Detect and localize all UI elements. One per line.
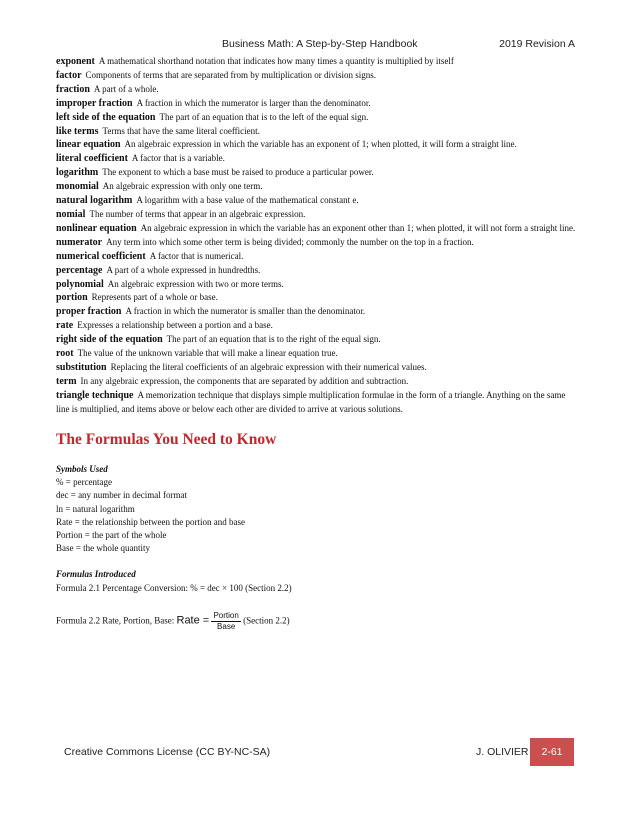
glossary-definition: The part of an equation that is to the left of the equal sign.: [159, 111, 369, 122]
page-number-badge: 2-61: [530, 738, 574, 766]
glossary-term: nomial: [56, 208, 86, 220]
fraction-denominator: Base: [217, 621, 236, 631]
glossary-entry: [56, 55, 576, 69]
glossary-entry: [56, 305, 576, 319]
formulas-heading: Formulas Introduced: [56, 569, 136, 580]
symbol-definition: dec = any number in decimal format: [56, 490, 188, 501]
formula-2-2-label: Formula 2.2 Rate, Portion, Base:: [56, 615, 175, 626]
formula-2-2-lhs: Rate =: [176, 614, 210, 627]
glossary-term: exponent: [56, 56, 95, 67]
glossary-term: rate: [56, 320, 74, 332]
glossary-term: monomial: [56, 181, 99, 193]
glossary-definition: A mathematical shorthand notation that indicates how many times a quantity is multiplied by itself: [98, 56, 454, 66]
symbol-definition: Rate = the relationship between the portion and base: [56, 516, 246, 527]
glossary-definition: An algebraic expression in which the variable has an exponent of 1; when plotted, it will form a straight line.: [124, 139, 517, 150]
license-text: Creative Commons License (CC BY-NC-SA): [64, 746, 271, 758]
glossary-term: right side of the equation: [56, 334, 163, 346]
glossary-term: numerical coefficient: [56, 250, 146, 262]
glossary-entry: [56, 125, 576, 139]
glossary-term: polynomial: [56, 278, 104, 290]
glossary-definition: A fraction in which the numerator is smaller than the denominator.: [125, 306, 366, 317]
glossary-term: percentage: [56, 264, 103, 276]
section-heading: The Formulas You Need to Know: [56, 431, 277, 448]
glossary-definition: Components of terms that are separated from by multiplication or division signs.: [85, 69, 376, 80]
glossary-term: term: [56, 375, 77, 387]
glossary-term: left side of the equation: [56, 111, 156, 123]
glossary-entry: [56, 166, 576, 180]
glossary-entry: [56, 222, 576, 236]
glossary-entry: [56, 236, 576, 250]
fraction: [211, 611, 240, 632]
glossary-definition: Replacing the literal coefficients of an algebraic expression with their numerical values.: [110, 361, 427, 372]
glossary-term: factor: [56, 69, 82, 81]
glossary-entry: [56, 97, 576, 111]
glossary-term: substitution: [56, 361, 107, 373]
glossary-entry: [56, 375, 576, 389]
glossary-entry: [56, 180, 576, 194]
glossary-term: like terms: [56, 125, 99, 137]
glossary-definition: Expresses a relationship between a portion and a base.: [77, 320, 273, 331]
glossary-definition: The exponent to which a base must be raised to produce a particular power.: [102, 167, 374, 178]
glossary-definition: In any algebraic expression, the components that are separated by addition and subtraction.: [80, 375, 409, 386]
glossary-definition: The value of the unknown variable that will make a linear equation true.: [77, 348, 338, 359]
glossary-definition: Terms that have the same literal coefficient.: [102, 125, 260, 136]
symbol-definition: ln = natural logarithm: [56, 503, 135, 514]
symbol-definition: % = percentage: [56, 477, 113, 488]
glossary-term: proper fraction: [56, 306, 122, 318]
glossary-entry: [56, 389, 576, 416]
glossary-entry: [56, 194, 576, 208]
glossary-term: root: [56, 348, 74, 360]
fraction-numerator: Portion: [213, 610, 239, 620]
formula-2-2-section: (Section 2.2): [243, 615, 290, 626]
glossary-definition: A fraction in which the numerator is larger than the denominator.: [136, 97, 371, 108]
glossary-definition: Represents part of a whole or base.: [91, 292, 218, 303]
glossary-entry: [56, 361, 576, 375]
glossary-entry: [56, 347, 576, 361]
glossary-definition: An algebraic expression with only one term.: [102, 181, 263, 192]
page-header: [0, 38, 630, 52]
glossary-term: nonlinear equation: [56, 222, 137, 234]
glossary-definition: A logarithm with a base value of the mathematical constant e.: [136, 195, 359, 206]
glossary-definition: The number of terms that appear in an algebraic expression.: [89, 208, 306, 219]
revision-label: 2019 Revision A: [499, 38, 575, 50]
glossary-entry: [56, 69, 576, 83]
glossary-entry: [56, 278, 576, 292]
glossary-entry: [56, 333, 576, 347]
author-name: J. OLIVIER: [476, 746, 529, 758]
glossary-list: [56, 55, 576, 416]
formulas-block: [56, 463, 576, 632]
glossary-term: improper fraction: [56, 97, 133, 109]
glossary-term: fraction: [56, 83, 90, 95]
glossary-term: literal coefficient: [56, 153, 128, 165]
glossary-entry: [56, 319, 576, 333]
glossary-entry: [56, 83, 576, 97]
glossary-entry: [56, 291, 576, 305]
glossary-definition: A memorization technique that displays simple multiplication formulae in the form of a triangle. Anything on the same line is multiplied, and items above or below each other are divided to arrive at various solutions.: [56, 389, 566, 414]
formula-2-1: Formula 2.1 Percentage Conversion: % = dec × 100 (Section 2.2): [56, 582, 292, 593]
symbol-definition: Base = the whole quantity: [56, 543, 151, 554]
glossary-entry: [56, 264, 576, 278]
glossary-definition: A part of a whole expressed in hundredths.: [106, 264, 261, 275]
glossary-definition: Any term into which some other term is being divided; commonly the number on the top in a fraction.: [106, 236, 474, 247]
glossary-definition: An algebraic expression in which the variable has an exponent other than 1; when plotted, it will not form a straight line.: [140, 222, 576, 233]
glossary-entry: [56, 250, 576, 264]
glossary-entry: [56, 111, 576, 125]
symbols-list: [56, 476, 576, 555]
page-footer: [0, 738, 630, 766]
glossary-entry: [56, 138, 576, 152]
glossary-term: logarithm: [56, 167, 99, 179]
glossary-definition: An algebraic expression with two or more terms.: [107, 278, 284, 289]
formula-2-2: [56, 611, 576, 632]
symbols-heading: Symbols Used: [56, 464, 108, 474]
glossary-entry: [56, 152, 576, 166]
book-title: Business Math: A Step-by-Step Handbook: [222, 38, 418, 50]
glossary-definition: A part of a whole.: [93, 83, 159, 94]
glossary-term: portion: [56, 292, 88, 304]
glossary-term: numerator: [56, 236, 103, 248]
glossary-definition: A factor that is numerical.: [149, 250, 244, 261]
glossary-term: triangle technique: [56, 389, 134, 401]
glossary-term: natural logarithm: [56, 195, 133, 207]
symbol-definition: Portion = the part of the whole: [56, 530, 167, 541]
glossary-definition: A factor that is a variable.: [131, 153, 225, 164]
glossary-definition: The part of an equation that is to the right of the equal sign.: [166, 334, 381, 345]
glossary-term: linear equation: [56, 139, 121, 151]
glossary-entry: [56, 208, 576, 222]
